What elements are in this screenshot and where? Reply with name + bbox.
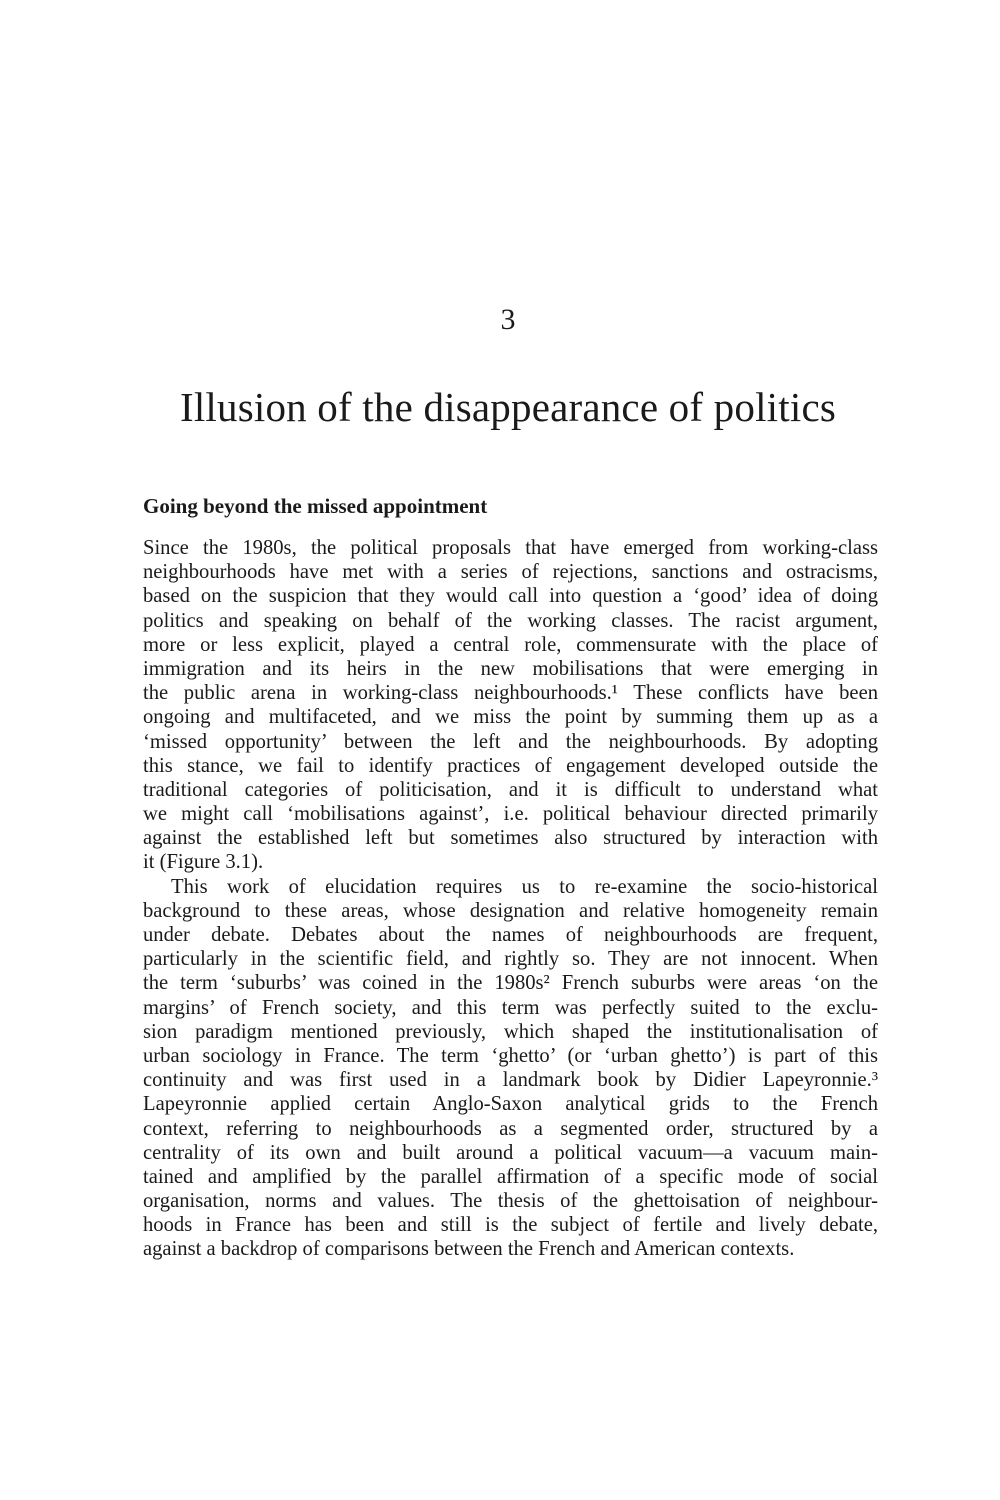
text-line: it (Figure 3.1).	[143, 851, 264, 874]
text-line: This work of elucidation requires us to re-examine the socio-historical	[171, 875, 878, 898]
text-line: margins’ of French society, and this term was perfectly suited to the exclu-	[143, 996, 878, 1019]
text-line: against a backdrop of comparisons between the French and American contexts.	[143, 1238, 795, 1261]
text-line: based on the suspicion that they would call into question a ‘good’ idea of doing	[143, 585, 878, 608]
text-line: politics and speaking on behalf of the working classes. The racist argument,	[143, 609, 878, 632]
text-line: immigration and its heirs in the new mobilisations that were emerging in	[143, 657, 878, 680]
body-text	[143, 536, 878, 1262]
text-line: urban sociology in France. The term ‘ghetto’ (or ‘urban ghetto’) is part of this	[143, 1044, 878, 1067]
chapter-title: Illusion of the disappearance of politics	[179, 384, 837, 430]
paragraph-1	[143, 536, 878, 875]
text-line: centrality of its own and built around a political vacuum—a vacuum main-	[143, 1141, 878, 1164]
text-line: against the established left but sometimes also structured by interaction with	[143, 827, 878, 850]
text-line: more or less explicit, played a central role, commensurate with the place of	[143, 633, 878, 656]
chapter-number: 3	[500, 303, 516, 336]
text-line: ongoing and multifaceted, and we miss the point by summing them up as a	[143, 706, 878, 729]
text-line: organisation, norms and values. The thesis of the ghettoisation of neighbour-	[143, 1190, 878, 1213]
text-line: traditional categories of politicisation, and it is difficult to understand what	[143, 778, 878, 801]
text-line: neighbourhoods have met with a series of rejections, sanctions and ostracisms,	[143, 561, 878, 584]
text-line: particularly in the scientific field, and rightly so. They are not innocent. When	[143, 948, 878, 971]
text-line: ‘missed opportunity’ between the left and the neighbourhoods. By adopting	[143, 730, 878, 753]
text-line: the public arena in working-class neighbourhoods.¹ These conflicts have been	[143, 682, 878, 705]
text-line: this stance, we fail to identify practices of engagement developed outside the	[143, 754, 878, 777]
text-line: Since the 1980s, the political proposals that have emerged from working-class	[143, 537, 878, 559]
text-line: background to these areas, whose designation and relative homogeneity remain	[143, 899, 878, 922]
text-line: Lapeyronnie applied certain Anglo-Saxon analytical grids to the French	[143, 1093, 878, 1116]
section-heading: Going beyond the missed appointment	[143, 494, 488, 518]
text-line: the term ‘suburbs’ was coined in the 1980s² French suburbs were areas ‘on the	[143, 972, 878, 995]
text-line: continuity and was first used in a landmark book by Didier Lapeyronnie.³	[143, 1069, 878, 1092]
text-line: context, referring to neighbourhoods as a segmented order, structured by a	[143, 1117, 878, 1140]
paragraph-2	[143, 875, 878, 1262]
text-line: under debate. Debates about the names of neighbourhoods are frequent,	[143, 924, 878, 946]
text-line: we might call ‘mobilisations against’, i.e. political behaviour directed primarily	[143, 803, 878, 826]
text-line: tained and amplified by the parallel affirmation of a specific mode of social	[143, 1165, 878, 1188]
text-line: sion paradigm mentioned previously, which shaped the institutionalisation of	[143, 1020, 878, 1043]
text-line: hoods in France has been and still is the subject of fertile and lively debate,	[143, 1214, 878, 1237]
